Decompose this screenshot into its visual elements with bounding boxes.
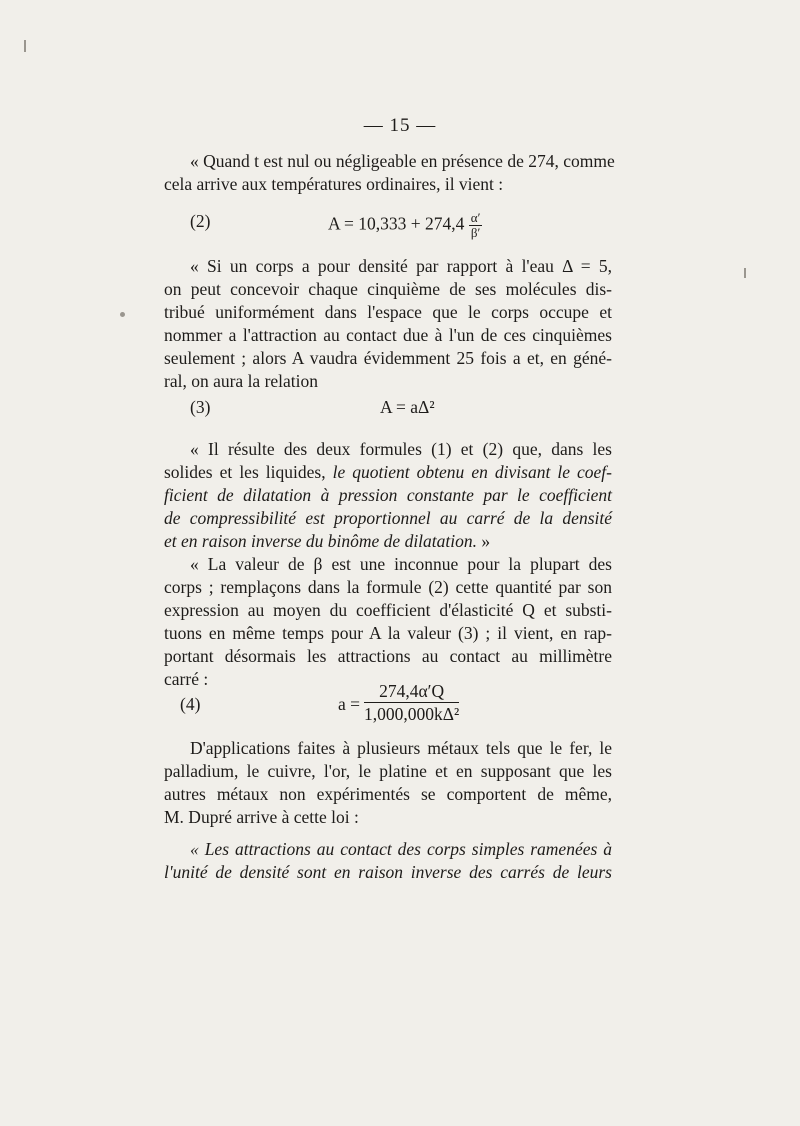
fraction	[469, 211, 483, 240]
text-line: de compressibilité est proportionnel au carré de la densité	[164, 508, 612, 528]
text-line: portant désormais les attractions au contact au millimètre	[164, 646, 612, 666]
text-line: tuons en même temps pour A la valeur (3) ; il vient, en rap-	[164, 623, 612, 643]
text-line: expression au moyen du coefficient d'élasticité Q et substi-	[164, 600, 612, 620]
fraction	[364, 680, 459, 725]
text-line: « Il résulte des deux formules (1) et (2) que, dans les	[190, 439, 612, 459]
equation-number: (4)	[180, 694, 201, 714]
text-span: »	[481, 531, 491, 551]
text-line	[164, 530, 612, 553]
italic-span: et en raison inverse du binôme de dilatation.	[164, 531, 478, 551]
text-line: l'unité de densité sont en raison inverse des carrés de leurs	[164, 862, 612, 882]
text-line: nommer a l'attraction au contact due à l'un de ces cinquièmes	[164, 325, 612, 345]
fraction-numerator: 274,4α′Q	[364, 680, 459, 703]
text-line: carré :	[164, 669, 209, 689]
equation-lhs: a =	[338, 694, 361, 714]
italic-span: le quotient obtenu en divisant le coef-	[332, 462, 612, 482]
equation-number: (2)	[190, 211, 211, 231]
text-line: on peut concevoir chaque cinquième de ses molécules dis-	[164, 279, 612, 299]
text-line: « Quand t est nul ou négligeable en présence de 274, comme	[190, 151, 615, 171]
text-span: solides et les liquides,	[164, 462, 326, 482]
text-line	[164, 461, 612, 484]
text-line: « Les attractions au contact des corps simples ramenées à	[190, 839, 612, 859]
text-line: corps ; remplaçons dans la formule (2) cette quantité par son	[164, 577, 612, 597]
text-line: autres métaux non expérimentés se comportent de même,	[164, 784, 612, 804]
text-line: ficient de dilatation à pression constante par le coefficient	[164, 485, 612, 505]
text-line: D'applications faites à plusieurs métaux tels que le fer, le	[190, 738, 612, 758]
scan-speck	[24, 40, 26, 52]
text-line: seulement ; alors A vaudra évidemment 25 fois a et, en géné-	[164, 348, 612, 368]
scan-speck	[744, 268, 746, 278]
text-line: « La valeur de β est une inconnue pour la plupart des	[190, 554, 612, 574]
text-line: M. Dupré arrive à cette loi :	[164, 807, 359, 827]
fraction-denominator: 1,000,000kΔ²	[364, 704, 460, 724]
text-line: ral, on aura la relation	[164, 371, 319, 391]
fraction-denominator: β′	[470, 225, 481, 240]
fraction-numerator: α′	[470, 210, 481, 225]
page-number: — 15 —	[363, 115, 437, 136]
text-line: palladium, le cuivre, l'or, le platine et en supposant que les	[164, 761, 612, 781]
equation-number: (3)	[190, 397, 211, 417]
text-line: « Si un corps a pour densité par rapport à l'eau Δ = 5,	[190, 256, 612, 276]
equation-2	[328, 211, 482, 240]
scan-speck	[120, 312, 125, 317]
equation-3: A = aΔ²	[380, 397, 435, 417]
text-line: tribué uniformément dans l'espace que le corps occupe et	[164, 302, 612, 322]
equation-lhs: A = 10,333 + 274,4	[328, 213, 465, 234]
text-line: cela arrive aux températures ordinaires, il vient :	[164, 174, 504, 194]
